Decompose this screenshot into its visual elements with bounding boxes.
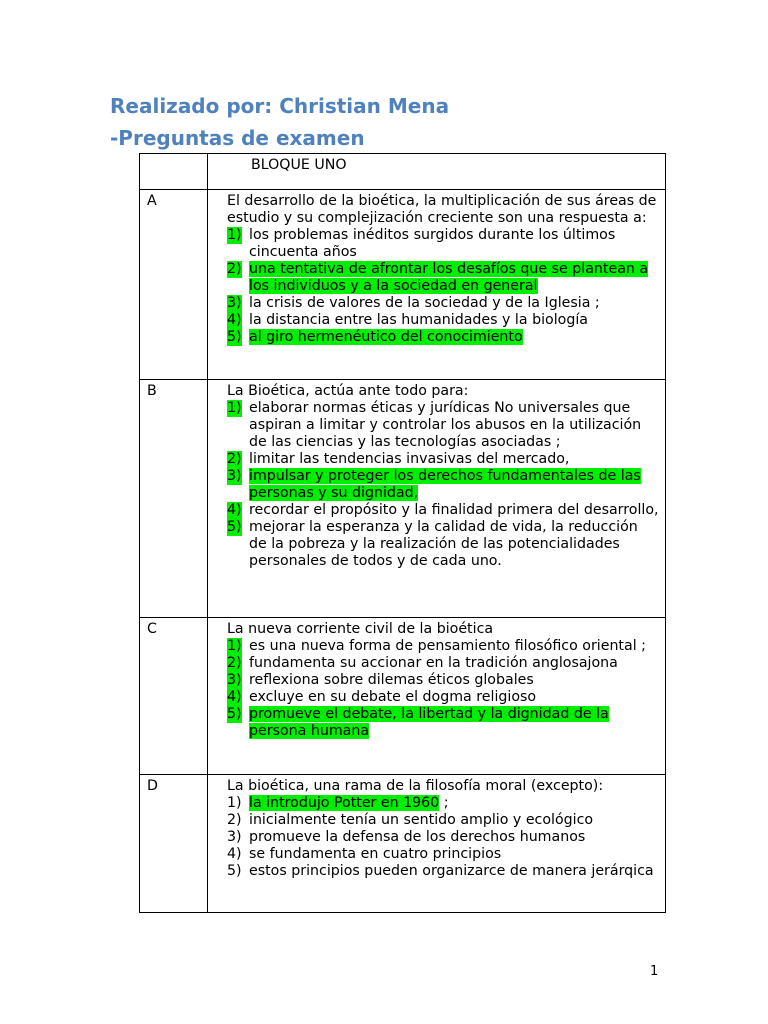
answer-option [227, 295, 659, 312]
header-title-cell [208, 154, 666, 190]
option-number: 4) [227, 846, 242, 862]
option-text: al giro hermenéutico del conocimiento [249, 329, 523, 345]
option-text: la crisis de valores de la sociedad y de la Iglesia ; [249, 295, 600, 311]
page-number: 1 [650, 964, 659, 979]
question-prompt: La Bioética, actúa ante todo para: [227, 383, 469, 399]
option-text: inicialmente tenía un sentido amplio y ecológico [249, 812, 594, 828]
answer-option [227, 689, 659, 706]
question-label: B [140, 380, 208, 618]
option-number: 1) [227, 227, 242, 243]
answer-option [227, 329, 659, 346]
option-text: una tentativa de afrontar los desafíos que se plantean a los individuos y a la sociedad en general [249, 261, 649, 294]
answer-option [227, 829, 659, 846]
document-subtitle: -Preguntas de examen [110, 126, 365, 150]
question-content [208, 380, 666, 618]
document-header [110, 90, 449, 154]
options-list [227, 400, 659, 570]
options-list [227, 638, 659, 740]
answer-option [227, 655, 659, 672]
answer-option [227, 400, 659, 451]
option-number: 3) [227, 295, 242, 311]
option-text: promueve la defensa de los derechos humanos [249, 829, 586, 845]
question-row [140, 380, 666, 618]
question-prompt: El desarrollo de la bioética, la multiplicación de sus áreas de estudio y su complejización creciente son una respuesta a: [227, 193, 657, 226]
option-number: 2) [227, 655, 242, 671]
option-text: promueve el debate, la libertad y la dignidad de la persona humana [249, 706, 609, 739]
question-label: C [140, 618, 208, 775]
answer-option [227, 672, 659, 689]
question-prompt: La bioética, una rama de la filosofía moral (excepto): [227, 778, 604, 794]
option-text: la introdujo Potter en 1960 [249, 795, 440, 811]
option-text: impulsar y proteger los derechos fundamentales de las personas y su dignidad, [249, 468, 641, 501]
question-row [140, 190, 666, 380]
option-number: 5) [227, 519, 242, 535]
question-row [140, 618, 666, 775]
question-content [208, 190, 666, 380]
option-text: es una nueva forma de pensamiento filosófico oriental ; [249, 638, 646, 654]
option-number: 1) [227, 638, 242, 654]
option-number: 4) [227, 312, 242, 328]
option-number: 5) [227, 329, 242, 345]
answer-option [227, 638, 659, 655]
option-number: 3) [227, 672, 242, 688]
option-text: excluye en su debate el dogma religioso [249, 689, 537, 705]
question-label: A [140, 190, 208, 380]
option-text: los problemas inéditos surgidos durante los últimos cincuenta años [249, 227, 616, 260]
answer-option [227, 227, 659, 261]
question-label: D [140, 775, 208, 913]
answer-option [227, 451, 659, 468]
block-title: BLOQUE UNO [251, 157, 347, 173]
option-number: 5) [227, 706, 242, 722]
answer-option [227, 502, 659, 519]
option-text: reflexiona sobre dilemas éticos globales [249, 672, 534, 688]
answer-option [227, 812, 659, 829]
option-text: recordar el propósito y la finalidad primera del desarrollo, [249, 502, 659, 518]
option-text: se fundamenta en cuatro principios [249, 846, 502, 862]
option-number: 1) [227, 400, 242, 416]
option-text: estos principios pueden organizarce de manera jerárqica [249, 863, 654, 879]
answer-option [227, 706, 659, 740]
option-number: 3) [227, 829, 242, 845]
exam-table [139, 153, 666, 913]
option-text: fundamenta su accionar en la tradición anglosajona [249, 655, 618, 671]
answer-option [227, 795, 659, 812]
option-number: 4) [227, 689, 242, 705]
option-number: 1) [227, 795, 242, 811]
options-list [227, 227, 659, 346]
option-number: 3) [227, 468, 242, 484]
answer-option [227, 519, 659, 570]
table-header-row [140, 154, 666, 190]
question-row [140, 775, 666, 913]
option-number: 5) [227, 863, 242, 879]
option-text: mejorar la esperanza y la calidad de vida, la reducción de la pobreza y la realización de las potencialidades personales de todos y de cada uno. [249, 519, 638, 569]
question-content [208, 618, 666, 775]
answer-option [227, 468, 659, 502]
option-text: elaborar normas éticas y jurídicas No universales que aspiran a limitar y controlar los abusos en la utilización de las ciencias y las tecnologías asociadas ; [249, 400, 642, 450]
option-number: 4) [227, 502, 242, 518]
option-text: la distancia entre las humanidades y la biología [249, 312, 588, 328]
author-line: Realizado por: Christian Mena [110, 94, 450, 118]
option-text: limitar las tendencias invasivas del mercado, [249, 451, 570, 467]
option-number: 2) [227, 261, 242, 277]
option-number: 2) [227, 812, 242, 828]
option-number: 2) [227, 451, 242, 467]
answer-option [227, 846, 659, 863]
options-list [227, 795, 659, 880]
answer-option [227, 261, 659, 295]
question-prompt: La nueva corriente civil de la bioética [227, 621, 494, 637]
option-suffix: ; [439, 795, 449, 811]
question-content [208, 775, 666, 913]
header-empty-cell [140, 154, 208, 190]
answer-option [227, 863, 659, 880]
answer-option [227, 312, 659, 329]
